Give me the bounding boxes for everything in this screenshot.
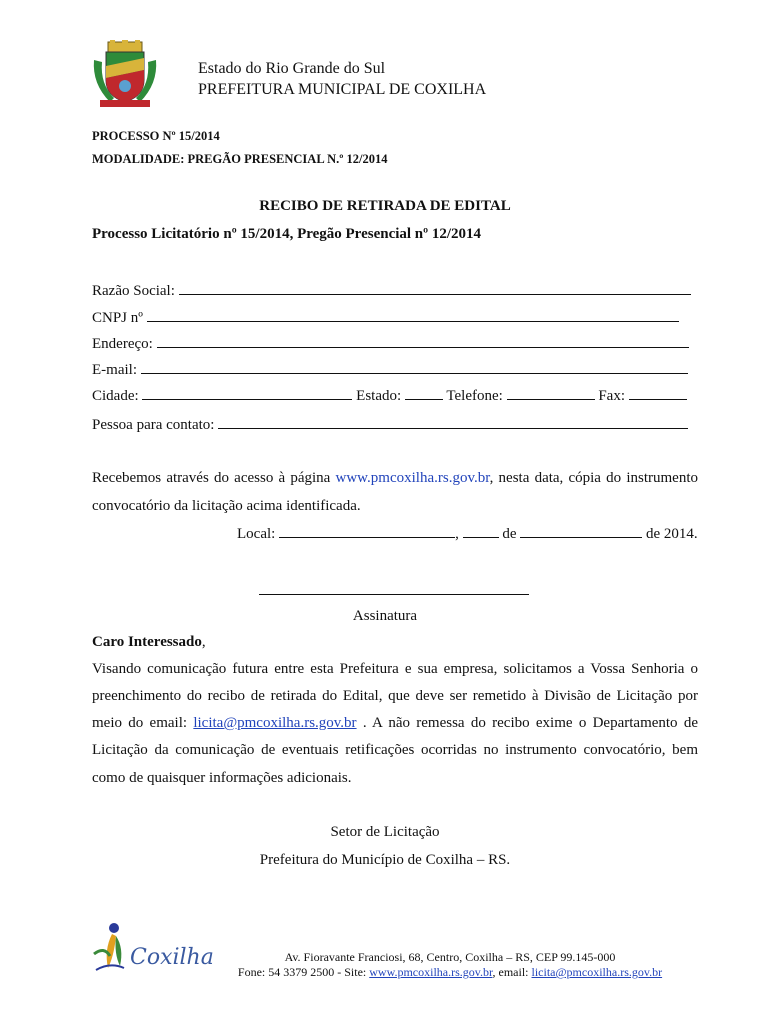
local-blank[interactable]	[279, 536, 455, 538]
cidade-blank[interactable]	[142, 398, 352, 400]
greeting-punct: ,	[201, 634, 206, 650]
sector-org: Prefeitura do Município de Coxilha – RS.	[259, 852, 511, 868]
signature-line[interactable]	[259, 594, 529, 595]
field-razao-social[interactable]	[92, 283, 698, 300]
process-number: PROCESSO Nº 15/2014	[92, 129, 220, 143]
contato-blank[interactable]	[218, 427, 688, 429]
field-endereco[interactable]	[92, 336, 698, 353]
telefone-label: Telefone:	[446, 388, 503, 404]
signature-label: Assinatura	[352, 608, 418, 624]
cnpj-blank[interactable]	[147, 320, 679, 322]
statement-part1: Recebemos através do acesso à página	[92, 470, 336, 486]
estado-label: Estado:	[356, 388, 402, 404]
statement-part2: , nesta data, cópia do instrumento	[489, 470, 698, 486]
local-label: Local:	[237, 526, 276, 542]
notice-line4: Licitação da comunicação de eventuais retificações ocorridas no instrumento convocatório, bem	[92, 742, 698, 758]
local-date-line[interactable]: Local: , de de 2014.	[237, 526, 698, 542]
de-label: de	[502, 526, 517, 542]
notice-line5: como de quaisquer informações adicionais.	[92, 770, 352, 786]
field-contato[interactable]	[92, 417, 698, 434]
receipt-subtitle: Processo Licitatório nº 15/2014, Pregão Presencial nº 12/2014	[92, 226, 482, 242]
estado-blank[interactable]	[405, 398, 443, 400]
receipt-title: RECIBO DE RETIRADA DE EDITAL	[259, 198, 511, 214]
notice-line3	[92, 715, 698, 732]
endereco-blank[interactable]	[157, 346, 689, 348]
notice-line3-b: . A não remessa do recibo exime o Departamento de	[356, 715, 698, 731]
statement-line1	[92, 470, 698, 487]
process-modality: MODALIDADE: PREGÃO PRESENCIAL N.º 12/2014	[92, 152, 388, 166]
telefone-blank[interactable]	[507, 398, 595, 400]
footer-email-prefix: , email:	[492, 965, 532, 979]
notice-line1: Visando comunicação futura entre esta Prefeitura e sua empresa, solicitamos a Vossa Senhoria o	[92, 661, 698, 677]
footer-site-link[interactable]: www.pmcoxilha.rs.gov.br	[369, 965, 493, 979]
cidade-label: Cidade:	[92, 388, 139, 404]
notice-email-link[interactable]: licita@pmcoxilha.rs.gov.br	[193, 715, 357, 731]
month-blank[interactable]	[520, 536, 642, 538]
sector-name: Setor de Licitação	[330, 824, 440, 840]
email-blank[interactable]	[141, 372, 688, 374]
statement-line2: convocatório da licitação acima identificada.	[92, 498, 361, 514]
year-label: de 2014.	[646, 526, 698, 542]
endereco-label: Endereço:	[92, 336, 153, 352]
fax-blank[interactable]	[629, 398, 687, 400]
notice-greeting	[92, 634, 206, 651]
razao-social-blank[interactable]	[179, 293, 691, 295]
contato-label: Pessoa para contato:	[92, 417, 215, 433]
razao-social-label: Razão Social:	[92, 283, 175, 299]
municipal-crest-logo	[90, 40, 160, 110]
field-city-state-phone-fax[interactable]	[92, 388, 698, 405]
cnpj-label: CNPJ nº	[92, 310, 143, 326]
fax-label: Fax:	[598, 388, 625, 404]
email-label: E-mail:	[92, 362, 137, 378]
footer-contact	[200, 965, 700, 980]
coxilha-logo-text: Coxilha	[130, 945, 214, 970]
field-email[interactable]	[92, 362, 698, 379]
footer-address: Av. Fioravante Franciosi, 68, Centro, Coxilha – RS, CEP 99.145-000	[284, 950, 616, 964]
field-cnpj[interactable]	[92, 310, 698, 327]
footer-email-link[interactable]: licita@pmcoxilha.rs.gov.br	[531, 965, 663, 979]
header-city-hall: PREFEITURA MUNICIPAL DE COXILHA	[198, 81, 487, 98]
statement-site-link[interactable]: www.pmcoxilha.rs.gov.br	[335, 470, 490, 486]
day-blank[interactable]	[463, 536, 499, 538]
notice-line3-a: meio do email:	[92, 715, 194, 731]
greeting-text: Caro Interessado	[92, 634, 202, 650]
notice-line2: preenchimento do recibo de retirada do Edital, que deve ser remetido à Divisão de Licitação por	[92, 688, 698, 704]
footer-phone: Fone: 54 3379 2500 - Site:	[237, 965, 370, 979]
header-state: Estado do Rio Grande do Sul	[198, 60, 386, 77]
coxilha-tourism-logo	[90, 920, 214, 982]
